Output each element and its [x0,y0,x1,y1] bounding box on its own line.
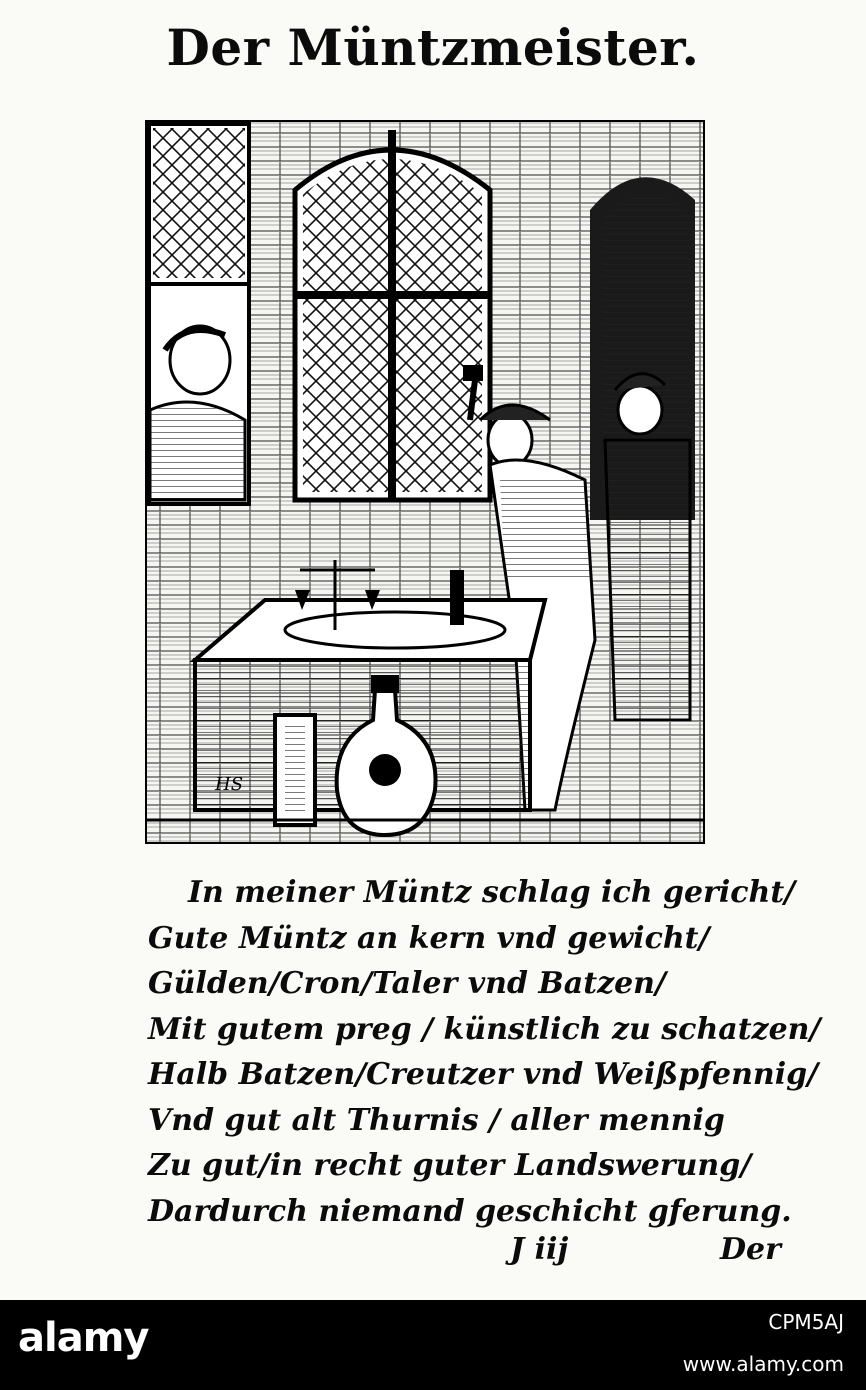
woodcut-monogram: HS [215,774,244,795]
catchword: Der [720,1232,781,1267]
verse-line: Gülden/Cron/Taler vnd Batzen/ [148,966,666,1001]
verse-line: Gute Müntz an kern vnd gewicht/ [148,920,710,956]
verse-line: Vnd gut alt Thurnis / aller mennig [148,1102,725,1138]
verse-line: Mit gutem preg / künstlich zu schatzen/ [148,1011,821,1047]
verse-line: In meiner Müntz schlag ich gericht/ [188,875,796,910]
brand-logo[interactable]: alamy [18,1315,149,1361]
center-window [295,130,490,500]
verse [148,870,821,1234]
signature-mark: J iij [510,1232,569,1267]
verse-line: Dardurch niemand geschicht gferung. [148,1193,792,1229]
vessel [275,715,315,825]
woodcut-illustration [145,120,705,844]
verse-line: Zu gut/in recht guter Landswerung/ [148,1148,752,1183]
image-id: CPM5AJ [768,1310,844,1334]
site-url[interactable]: www.alamy.com [682,1352,844,1376]
page-title: Der Müntzmeister. [166,18,700,77]
verse-line: Halb Batzen/Creutzer vnd Weißpfennig/ [148,1057,819,1092]
